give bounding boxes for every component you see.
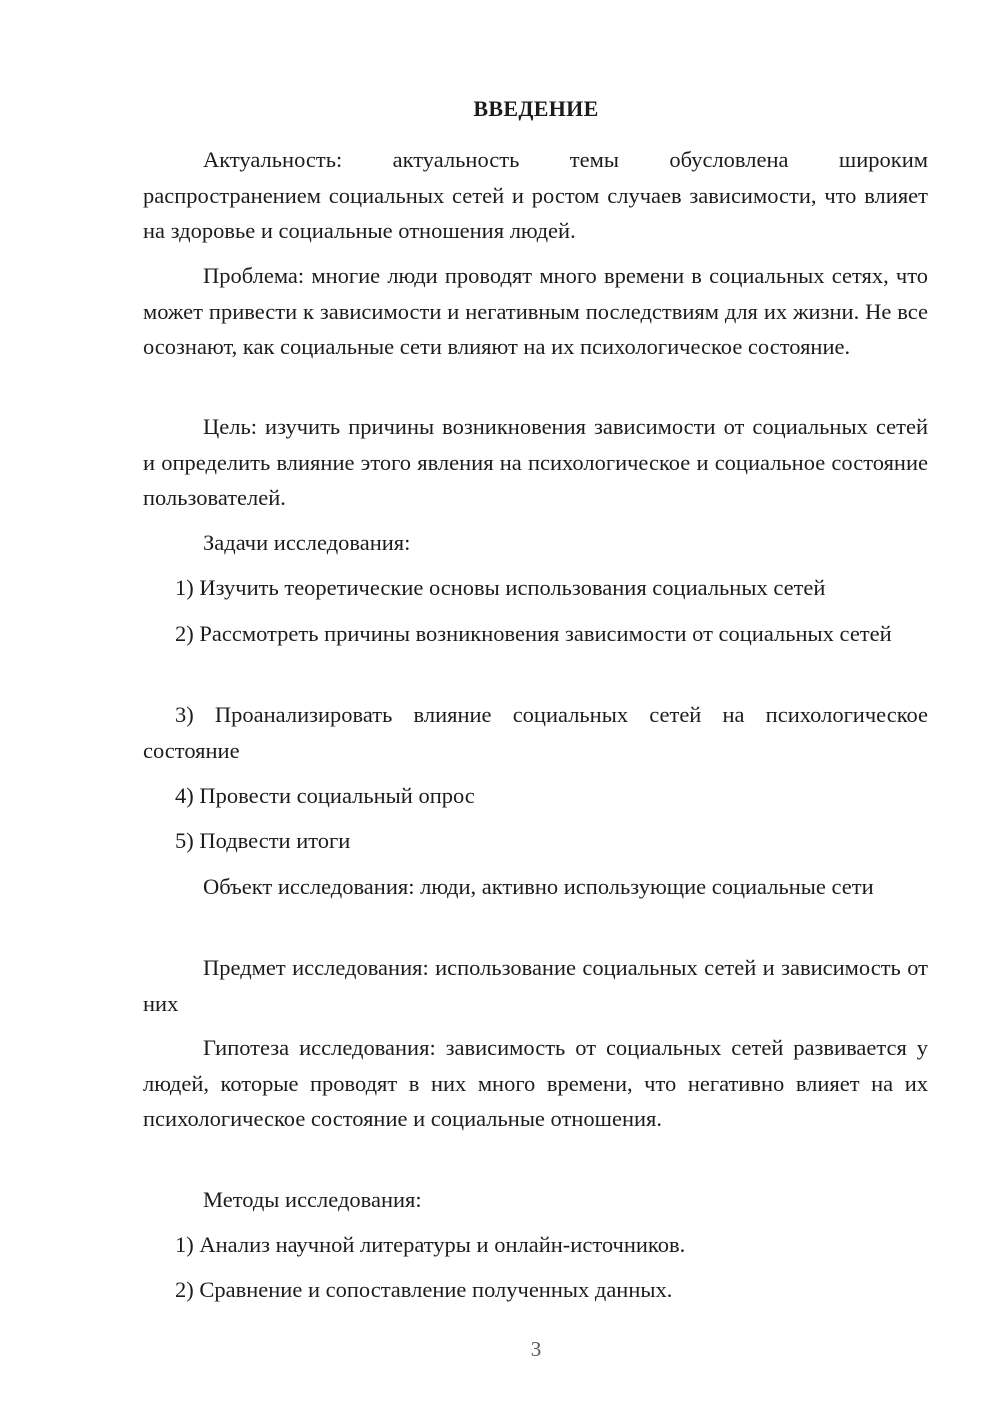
paragraph-object: Объект исследования: люди, активно использующие социальные сети: [203, 874, 874, 899]
task-item-2: 2) Рассмотреть причины возникновения зависимости от социальных сетей: [175, 621, 892, 646]
paragraph-relevance: Актуальность: актуальность темы обусловлена широким распространением социальных сетей и ростом случаев зависимости, что влияет на здоровье и социальные отношения людей.: [143, 147, 928, 243]
tasks-title: Задачи исследования:: [203, 530, 411, 555]
methods-title: Методы исследования:: [203, 1187, 422, 1212]
paragraph-subject: Предмет исследования: использование социальных сетей и зависимость от них: [143, 955, 928, 1016]
task-item-5: 5) Подвести итоги: [175, 828, 351, 853]
paragraph-problem: Проблема: многие люди проводят много времени в социальных сетях, что может привести к зависимости и негативным последствиям для их жизни. Не все осознают, как социальные сети влияют на их психологическое состояние.: [143, 263, 928, 359]
method-item-1: 1) Анализ научной литературы и онлайн-источников.: [175, 1232, 686, 1257]
page-number: 3: [530, 1337, 542, 1361]
task-item-3: 3) Проанализировать влияние социальных сетей на психологическое состояние: [143, 702, 928, 763]
paragraph-hypothesis: Гипотеза исследования: зависимость от социальных сетей развивается у людей, которые проводят в них много времени, что негативно влияет на их психологическое состояние и социальные отношения.: [143, 1035, 928, 1131]
paragraph-goal: Цель: изучить причины возникновения зависимости от социальных сетей и определить влияние этого явления на психологическое и социальное состояние пользователей.: [143, 414, 928, 510]
task-item-1: 1) Изучить теоретические основы использования социальных сетей: [175, 575, 826, 600]
task-item-4: 4) Провести социальный опрос: [175, 783, 475, 808]
page-title: ВВЕДЕНИЕ: [473, 96, 599, 121]
method-item-2: 2) Сравнение и сопоставление полученных данных.: [175, 1277, 673, 1302]
